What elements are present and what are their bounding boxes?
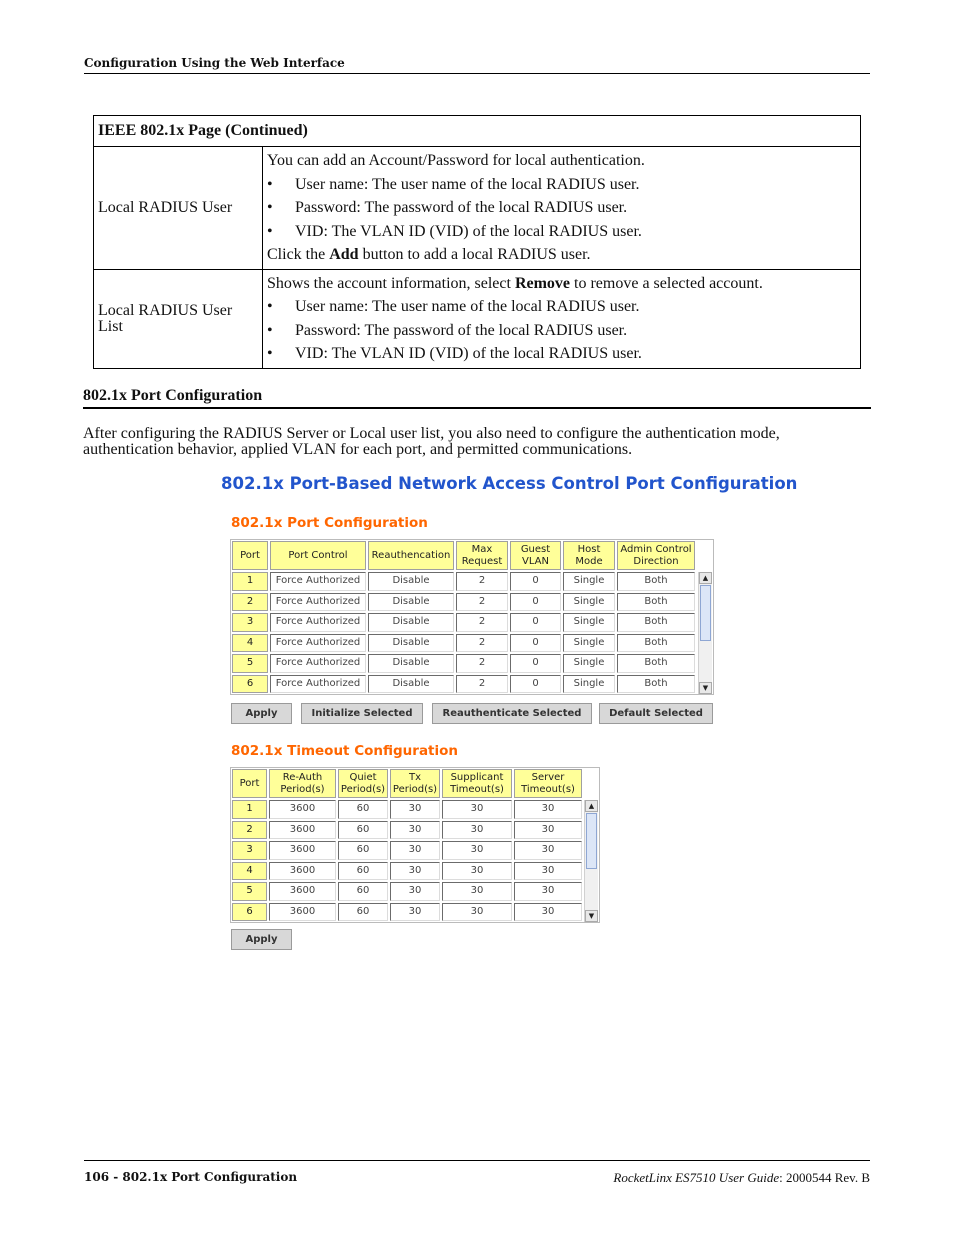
port-number-cell: 6 — [232, 903, 267, 922]
table-heading: IEEE 802.1x Page (Continued) — [94, 116, 861, 147]
field-server-timeout-s[interactable]: 30 — [514, 903, 582, 922]
field-tx-period-s[interactable]: 30 — [390, 862, 440, 881]
field-server-timeout-s[interactable]: 30 — [514, 841, 582, 860]
bullet-text: User name: The user name of the local RADIUS user. — [295, 175, 640, 193]
column-header-admin-control-direction: Admin Control Direction — [617, 541, 695, 570]
bullet-text: VID: The VLAN ID (VID) of the local RADIUS user. — [295, 345, 642, 362]
column-header-host-mode: Host Mode — [563, 541, 615, 570]
column-header-tx-period-s: Tx Period(s) — [390, 769, 440, 798]
field-tx-period-s[interactable]: 30 — [390, 882, 440, 901]
field-admin-control-direction[interactable]: Both — [617, 634, 695, 653]
list-item — [267, 220, 856, 244]
field-supplicant-timeout-s[interactable]: 30 — [442, 903, 512, 922]
field-guest-vlan[interactable]: 0 — [510, 675, 561, 694]
field-guest-vlan[interactable]: 0 — [510, 634, 561, 653]
port-number-cell: 3 — [232, 613, 268, 632]
field-server-timeout-s[interactable]: 30 — [514, 862, 582, 881]
field-port-control[interactable]: Force Authorized — [270, 654, 366, 673]
field-port-control[interactable]: Force Authorized — [270, 634, 366, 653]
field-host-mode[interactable]: Single — [563, 654, 615, 673]
field-admin-control-direction[interactable]: Both — [617, 613, 695, 632]
port-number-cell: 5 — [232, 882, 267, 901]
field-re-auth-period-s[interactable]: 3600 — [269, 882, 336, 901]
desc-intro: You can add an Account/Password for local authentication. — [267, 152, 645, 169]
reauthenticate-selected-button[interactable]: Reauthenticate Selected — [432, 703, 592, 724]
footer-doc-id — [613, 1170, 870, 1186]
column-header-reauthencation: Reauthencation — [368, 541, 454, 570]
scroll-up-icon[interactable]: ▲ — [699, 572, 712, 584]
vertical-scrollbar[interactable] — [698, 572, 712, 694]
field-supplicant-timeout-s[interactable]: 30 — [442, 800, 512, 819]
port-number-cell: 5 — [232, 654, 268, 673]
scroll-up-icon[interactable]: ▲ — [585, 800, 598, 812]
list-item — [267, 173, 856, 197]
port-number-cell: 2 — [232, 593, 268, 612]
desc-outro — [267, 243, 856, 267]
desc-intro — [267, 272, 856, 296]
field-supplicant-timeout-s[interactable]: 30 — [442, 882, 512, 901]
field-guest-vlan[interactable]: 0 — [510, 572, 561, 591]
list-item — [267, 319, 856, 343]
outro-text-end: button to add a local RADIUS user. — [358, 246, 591, 263]
field-reauthencation[interactable]: Disable — [368, 593, 454, 612]
field-max-request[interactable]: 2 — [456, 593, 508, 612]
bullet-text: User name: The user name of the local RADIUS user. — [295, 298, 640, 315]
field-server-timeout-s[interactable]: 30 — [514, 821, 582, 840]
field-quiet-period-s[interactable]: 60 — [338, 800, 388, 819]
bullet-text: VID: The VLAN ID (VID) of the local RADIUS user. — [295, 222, 642, 240]
field-host-mode[interactable]: Single — [563, 613, 615, 632]
port-config-grid — [230, 539, 714, 695]
field-max-request[interactable]: 2 — [456, 675, 508, 694]
intro-text: Shows the account information, select — [267, 274, 515, 292]
column-header-supplicant-timeout-s: Supplicant Timeout(s) — [442, 769, 512, 798]
row-desc-local-radius-user — [263, 147, 861, 270]
outro-text: Click the — [267, 246, 330, 263]
intro-text-end: to remove a selected account. — [570, 274, 763, 292]
outro-bold: Add — [329, 246, 359, 263]
default-selected-button[interactable]: Default Selected — [599, 703, 713, 724]
field-reauthencation[interactable]: Disable — [368, 613, 454, 632]
footer-guide-title: RocketLinx ES7510 User Guide — [613, 1170, 780, 1185]
intro-bold: Remove — [514, 274, 571, 292]
field-max-request[interactable]: 2 — [456, 613, 508, 632]
port-config-title: 802.1x Port Configuration — [231, 515, 428, 531]
bullet-text: Password: The password of the local RADIUS user. — [295, 321, 628, 339]
field-host-mode[interactable]: Single — [563, 675, 615, 694]
column-header-port-control: Port Control — [270, 541, 366, 570]
footer-revision: : 2000544 Rev. B — [779, 1170, 870, 1185]
field-reauthencation[interactable]: Disable — [368, 675, 454, 694]
section-title: 802.1x Port Configuration — [83, 387, 263, 404]
column-header-re-auth-period-s: Re-Auth Period(s) — [269, 769, 336, 798]
port-number-cell: 6 — [232, 675, 268, 694]
running-header: Configuration Using the Web Interface — [84, 56, 345, 70]
port-number-cell: 1 — [232, 800, 267, 819]
field-quiet-period-s[interactable]: 60 — [338, 882, 388, 901]
row-label-local-radius-user-list: Local RADIUS User List — [94, 269, 263, 368]
footer-rule — [84, 1160, 870, 1161]
bullet-icon: • — [267, 199, 273, 216]
column-header-quiet-period-s: Quiet Period(s) — [338, 769, 388, 798]
field-max-request[interactable]: 2 — [456, 654, 508, 673]
field-admin-control-direction[interactable]: Both — [617, 593, 695, 612]
list-item — [267, 196, 856, 220]
scroll-thumb[interactable] — [700, 585, 711, 641]
field-port-control[interactable]: Force Authorized — [270, 675, 366, 694]
field-max-request[interactable]: 2 — [456, 634, 508, 653]
scroll-down-icon[interactable]: ▼ — [585, 910, 598, 922]
bullet-icon: • — [267, 345, 273, 362]
field-re-auth-period-s[interactable]: 3600 — [269, 862, 336, 881]
column-header-guest-vlan: Guest VLAN — [510, 541, 561, 570]
row-label-local-radius-user: Local RADIUS User — [94, 147, 263, 270]
field-re-auth-period-s[interactable]: 3600 — [269, 800, 336, 819]
bullet-icon: • — [267, 175, 273, 193]
section-rule — [83, 407, 871, 409]
field-re-auth-period-s[interactable]: 3600 — [269, 821, 336, 840]
field-port-control[interactable]: Force Authorized — [270, 593, 366, 612]
section-paragraph: After configuring the RADIUS Server or Local user list, you also need to configure the authentication mode, authentication behavior, applied VLAN for each port, and permitted communications. — [83, 425, 780, 458]
field-quiet-period-s[interactable]: 60 — [338, 821, 388, 840]
row-desc-local-radius-user-list — [263, 269, 861, 368]
field-quiet-period-s[interactable]: 60 — [338, 903, 388, 922]
list-item — [267, 342, 856, 366]
ieee-8021x-table — [93, 115, 861, 369]
header-rule — [84, 73, 870, 74]
field-guest-vlan[interactable]: 0 — [510, 613, 561, 632]
apply-button[interactable]: Apply — [231, 929, 292, 950]
port-number-cell: 3 — [232, 841, 267, 860]
field-port-control[interactable]: Force Authorized — [270, 613, 366, 632]
field-supplicant-timeout-s[interactable]: 30 — [442, 862, 512, 881]
column-header-port: Port — [232, 769, 267, 798]
column-header-max-request: Max Request — [456, 541, 508, 570]
field-quiet-period-s[interactable]: 60 — [338, 841, 388, 860]
field-supplicant-timeout-s[interactable]: 30 — [442, 841, 512, 860]
field-host-mode[interactable]: Single — [563, 572, 615, 591]
bullet-icon: • — [267, 222, 273, 240]
field-reauthencation[interactable]: Disable — [368, 654, 454, 673]
field-port-control[interactable]: Force Authorized — [270, 572, 366, 591]
field-tx-period-s[interactable]: 30 — [390, 800, 440, 819]
field-admin-control-direction[interactable]: Both — [617, 654, 695, 673]
column-header-port: Port — [232, 541, 268, 570]
timeout-config-title: 802.1x Timeout Configuration — [231, 743, 459, 759]
scroll-down-icon[interactable]: ▼ — [699, 682, 712, 694]
field-tx-period-s[interactable]: 30 — [390, 821, 440, 840]
field-server-timeout-s[interactable]: 30 — [514, 800, 582, 819]
field-host-mode[interactable]: Single — [563, 593, 615, 612]
initialize-selected-button[interactable]: Initialize Selected — [301, 703, 423, 724]
field-supplicant-timeout-s[interactable]: 30 — [442, 821, 512, 840]
apply-button[interactable]: Apply — [231, 703, 292, 724]
port-number-cell: 1 — [232, 572, 268, 591]
field-tx-period-s[interactable]: 30 — [390, 841, 440, 860]
port-number-cell: 2 — [232, 821, 267, 840]
field-admin-control-direction[interactable]: Both — [617, 675, 695, 694]
field-guest-vlan[interactable]: 0 — [510, 654, 561, 673]
field-reauthencation[interactable]: Disable — [368, 634, 454, 653]
bullet-text: Password: The password of the local RADIUS user. — [295, 199, 628, 216]
vertical-scrollbar[interactable] — [584, 800, 598, 922]
field-tx-period-s[interactable]: 30 — [390, 903, 440, 922]
bullet-icon: • — [267, 298, 273, 315]
field-re-auth-period-s[interactable]: 3600 — [269, 903, 336, 922]
port-number-cell: 4 — [232, 634, 268, 653]
footer-page-label: 106 - 802.1x Port Configuration — [84, 1170, 298, 1184]
scroll-thumb[interactable] — [586, 813, 597, 869]
field-max-request[interactable]: 2 — [456, 572, 508, 591]
column-header-server-timeout-s: Server Timeout(s) — [514, 769, 582, 798]
field-admin-control-direction[interactable]: Both — [617, 572, 695, 591]
web-page-title: 802.1x Port-Based Network Access Control Port Configuration — [221, 474, 798, 493]
field-reauthencation[interactable]: Disable — [368, 572, 454, 591]
field-re-auth-period-s[interactable]: 3600 — [269, 841, 336, 860]
timeout-config-grid — [230, 767, 600, 923]
port-number-cell: 4 — [232, 862, 267, 881]
bullet-icon: • — [267, 321, 273, 339]
field-guest-vlan[interactable]: 0 — [510, 593, 561, 612]
field-quiet-period-s[interactable]: 60 — [338, 862, 388, 881]
list-item — [267, 295, 856, 319]
field-host-mode[interactable]: Single — [563, 634, 615, 653]
field-server-timeout-s[interactable]: 30 — [514, 882, 582, 901]
